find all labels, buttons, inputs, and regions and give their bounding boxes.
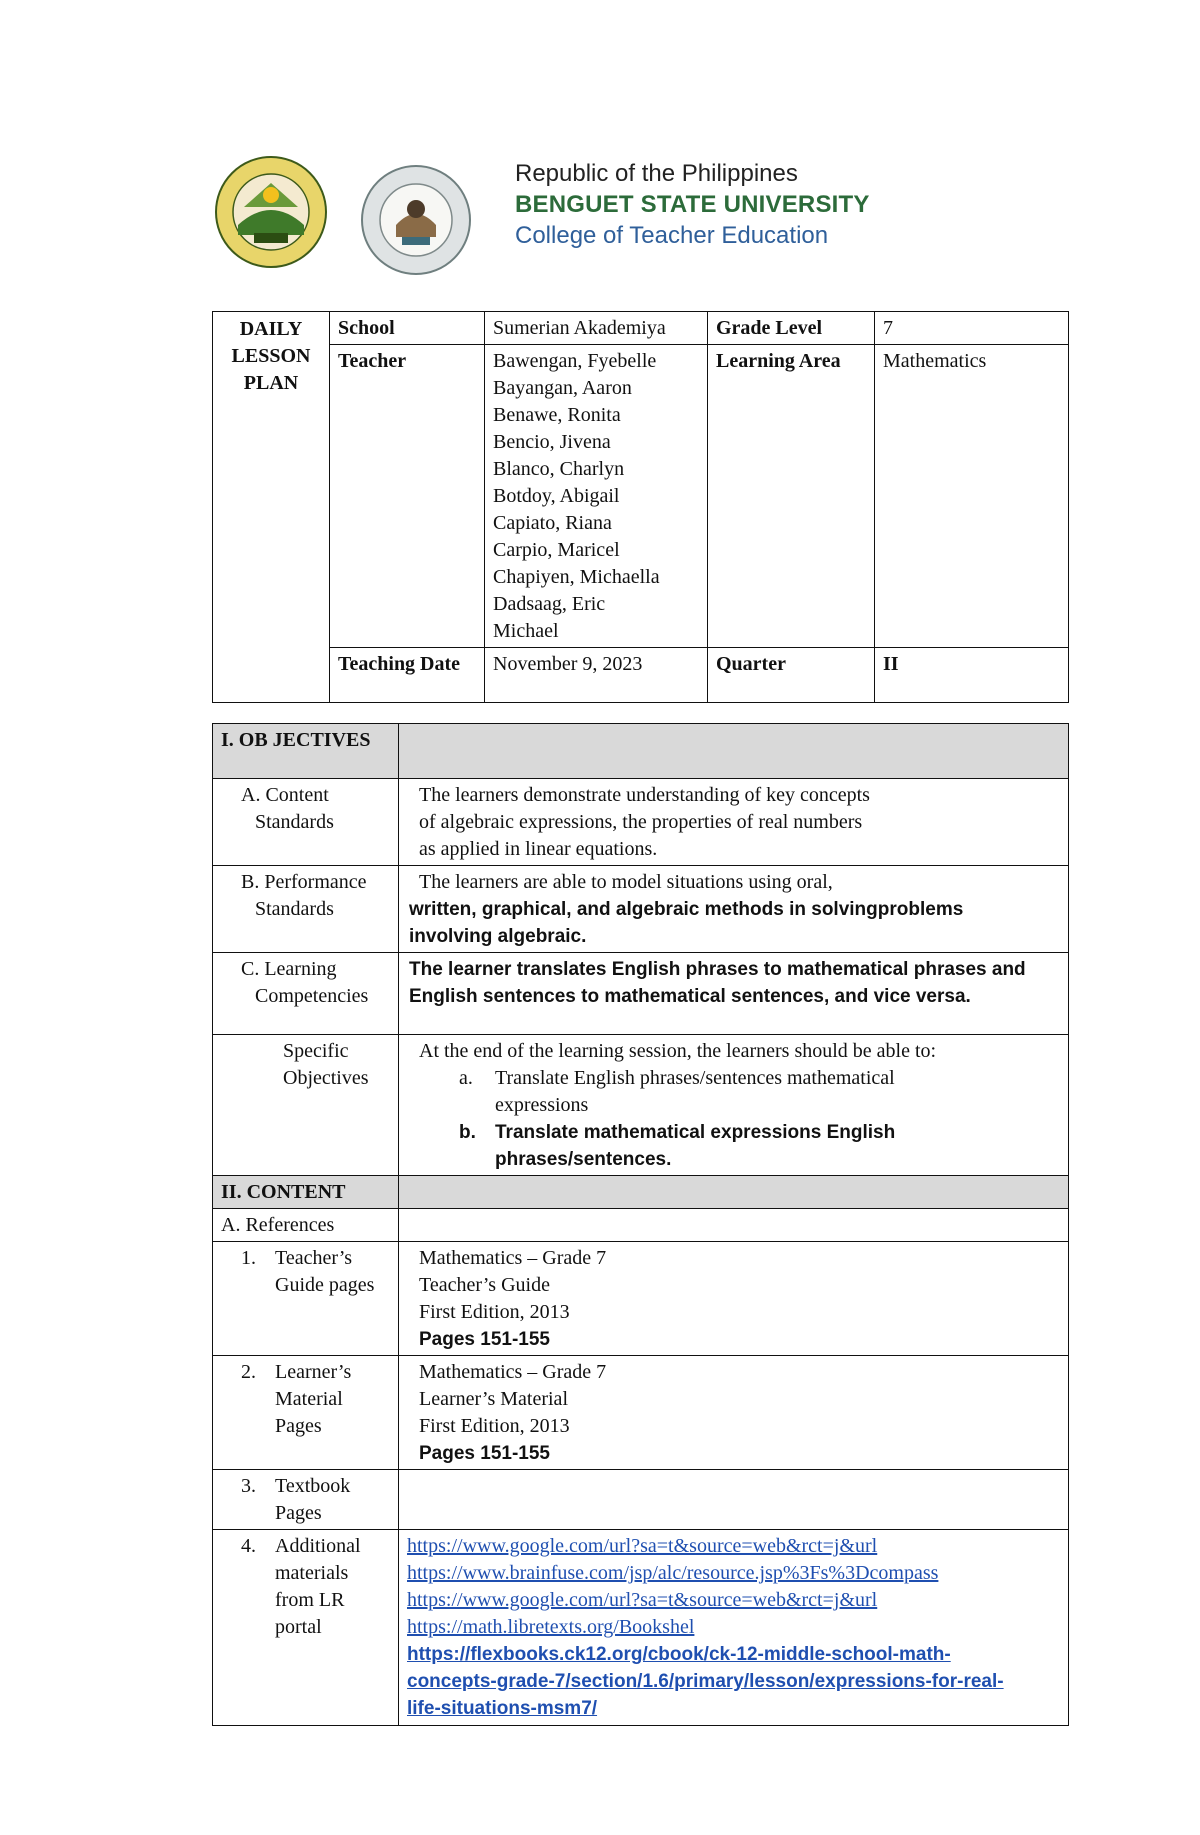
teachers-guide-label [213, 1242, 399, 1356]
objective-a-line: Translate English phrases/sentences mathematical [495, 1067, 895, 1089]
objective-a-line: expressions [495, 1094, 589, 1116]
teacher-name: Chapiyen, Michaella [493, 566, 660, 588]
specific-objective-a [459, 1065, 1060, 1119]
performance-standards-label: B. Performance Standards [213, 866, 399, 953]
quarter-label: Quarter [708, 648, 875, 703]
list-marker: a. [459, 1067, 473, 1089]
flexbooks-link-line[interactable]: concepts-grade-7/section/1.6/primary/lesson/expressions-for-real- [407, 1671, 1004, 1692]
objective-b-line: Translate mathematical expressions English [495, 1122, 896, 1143]
teacher-name: Bayangan, Aaron [493, 377, 632, 399]
learners-material-line: Learner’s Material [419, 1388, 568, 1410]
objectives-heading-text: I. OB JECTIVES [221, 729, 371, 751]
resource-link[interactable]: https://www.brainfuse.com/jsp/alc/resource.jsp%3Fs%3Dcompass [407, 1562, 939, 1584]
item-number: 2. [241, 1361, 256, 1383]
teachers-guide-line: Teacher’s Guide [419, 1274, 550, 1296]
teaching-date-label: Teaching Date [330, 648, 485, 703]
learners-material-pages: Pages 151-155 [419, 1443, 550, 1464]
teacher-name: Bencio, Jivena [493, 431, 611, 453]
content-heading-blank [399, 1176, 1069, 1209]
teacher-name: Capiato, Riana [493, 512, 612, 534]
learners-material-line: First Edition, 2013 [419, 1415, 570, 1437]
additional-materials-label [213, 1530, 399, 1726]
content-heading: II. CONTENT [213, 1176, 399, 1209]
flexbooks-link-line[interactable]: life-situations-msm7/ [407, 1698, 598, 1719]
school-label: School [330, 312, 485, 345]
content-standards-line: as applied in linear equations. [419, 838, 658, 860]
teacher-name: Michael [493, 620, 559, 642]
learning-competencies-line: The learner translates English phrases to mathematical phrases and [409, 959, 1026, 980]
grade-level-label: Grade Level [708, 312, 875, 345]
teacher-list [485, 345, 708, 648]
teachers-guide-line: Mathematics – Grade 7 [419, 1247, 607, 1269]
specific-objectives-text [399, 1035, 1069, 1176]
textbook-pages-blank [399, 1470, 1069, 1530]
additional-materials-label-text: Additional materials from LR portal [275, 1535, 361, 1638]
benguet-state-university-seal [214, 155, 328, 269]
quarter-value: II [875, 648, 1069, 703]
resource-link[interactable]: https://math.libretexts.org/Bookshel [407, 1616, 695, 1638]
letterhead-text [515, 158, 870, 252]
daily-lesson-plan-title: DAILY LESSON PLAN [213, 312, 330, 703]
resource-link[interactable]: https://www.google.com/url?sa=t&source=web&rct=j&url [407, 1589, 878, 1611]
specific-objectives-label: Specific Objectives [213, 1035, 399, 1176]
content-standards-label: A. Content Standards [213, 779, 399, 866]
college-name: College of Teacher Education [515, 222, 829, 249]
grade-level-value: 7 [875, 312, 1069, 345]
learners-material-label [213, 1356, 399, 1470]
college-of-teacher-education-seal [354, 163, 478, 277]
teacher-name: Bawengan, Fyebelle [493, 350, 657, 372]
objective-b-line: phrases/sentences. [495, 1149, 672, 1170]
content-standards-line: The learners demonstrate understanding of key concepts [419, 784, 870, 806]
teaching-date-value: November 9, 2023 [485, 648, 708, 703]
objective-b-text [495, 1119, 895, 1173]
teacher-name: Blanco, Charlyn [493, 458, 625, 480]
teacher-name: Benawe, Ronita [493, 404, 621, 426]
content-standards-line: of algebraic expressions, the properties of real numbers [419, 811, 863, 833]
lesson-info-table [212, 311, 1069, 703]
teachers-guide-label-text: Teacher’s Guide pages [275, 1247, 375, 1296]
school-value: Sumerian Akademiya [485, 312, 708, 345]
resource-link[interactable]: https://www.google.com/url?sa=t&source=web&rct=j&url [407, 1535, 878, 1557]
teacher-name: Dadsaag, Eric [493, 593, 606, 615]
republic-line: Republic of the Philippines [515, 160, 798, 187]
learning-area-label: Learning Area [708, 345, 875, 648]
textbook-pages-label [213, 1470, 399, 1530]
teachers-guide-line: First Edition, 2013 [419, 1301, 570, 1323]
learning-competencies-line: English sentences to mathematical sentences, and vice versa. [409, 986, 971, 1007]
teachers-guide-text [399, 1242, 1069, 1356]
performance-standards-text [399, 866, 1069, 953]
specific-objectives-intro: At the end of the learning session, the learners should be able to: [419, 1040, 937, 1062]
textbook-pages-label-text: Textbook Pages [275, 1475, 351, 1524]
references-blank [399, 1209, 1069, 1242]
objectives-content-table [212, 723, 1069, 1726]
item-number: 1. [241, 1247, 256, 1269]
learning-competencies-text [399, 953, 1069, 1035]
item-number: 3. [241, 1475, 256, 1497]
performance-standards-line: written, graphical, and algebraic methods in solvingproblems [409, 899, 964, 920]
teacher-name: Botdoy, Abigail [493, 485, 620, 507]
learners-material-text [399, 1356, 1069, 1470]
letterhead [0, 0, 1200, 300]
objectives-heading-blank [399, 724, 1069, 779]
teacher-name: Carpio, Maricel [493, 539, 620, 561]
teacher-label: Teacher [330, 345, 485, 648]
flexbooks-link-line[interactable]: https://flexbooks.ck12.org/cbook/ck-12-middle-school-math- [407, 1644, 951, 1665]
university-name: BENGUET STATE UNIVERSITY [515, 191, 870, 218]
performance-standards-line: The learners are able to model situations using oral, [419, 871, 833, 893]
content-standards-text [399, 779, 1069, 866]
references-label: A. References [213, 1209, 399, 1242]
learning-competencies-label: C. Learning Competencies [213, 953, 399, 1035]
list-marker: b. [459, 1122, 476, 1143]
performance-standards-line: involving algebraic. [409, 926, 587, 947]
learners-material-line: Mathematics – Grade 7 [419, 1361, 607, 1383]
objectives-heading [213, 724, 399, 779]
item-number: 4. [241, 1535, 256, 1557]
objective-a-text [495, 1065, 895, 1119]
specific-objective-b [459, 1119, 1060, 1173]
learners-material-label-text: Learner’s Material Pages [275, 1361, 352, 1437]
teachers-guide-pages: Pages 151-155 [419, 1329, 550, 1350]
additional-materials-links [399, 1530, 1069, 1726]
learning-area-value: Mathematics [875, 345, 1069, 648]
